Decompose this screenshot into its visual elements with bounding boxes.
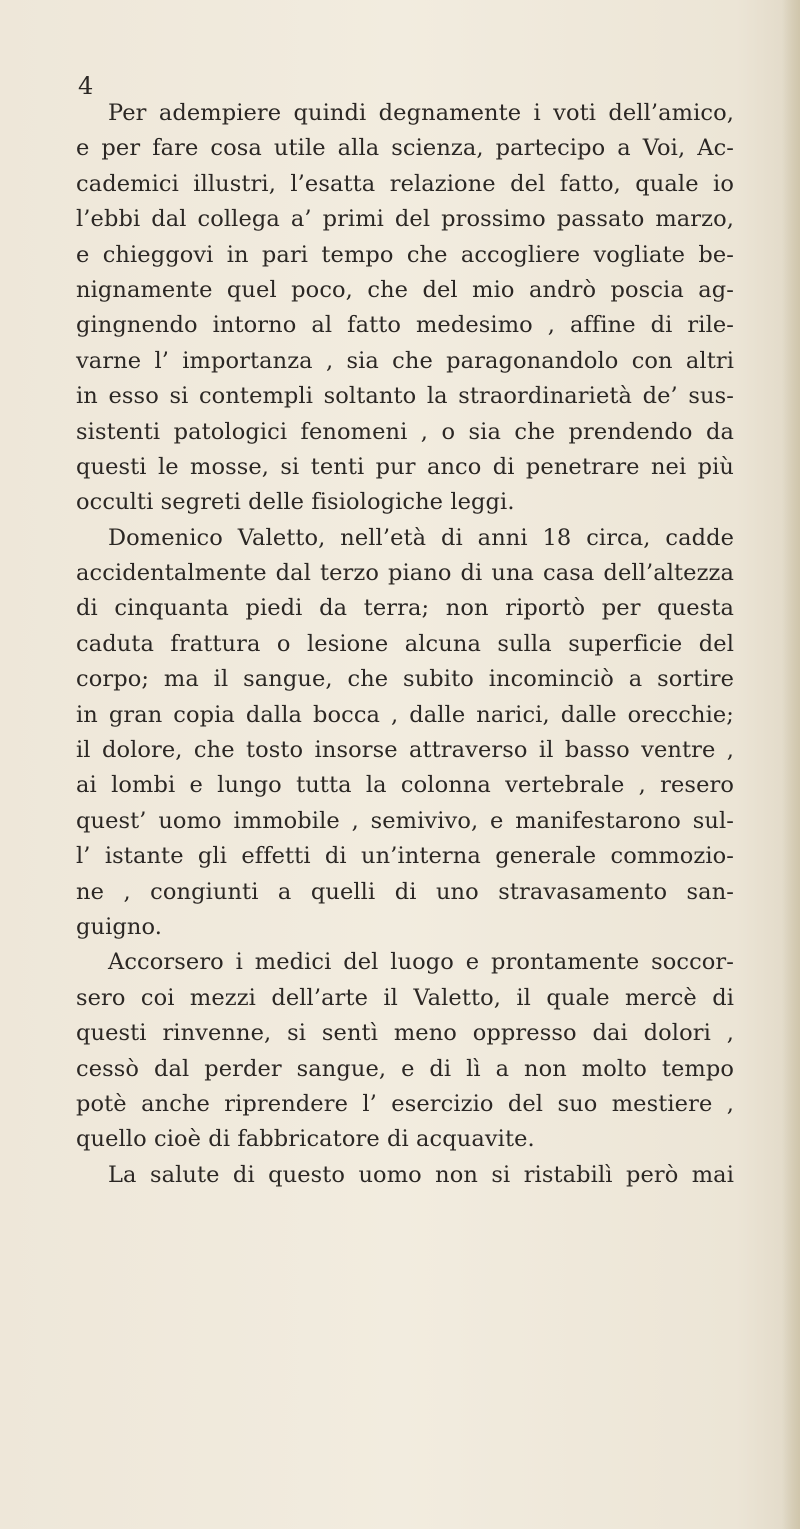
text-line: corpo; ma il sangue, che subito incominciò a sortire [76,666,734,693]
text-line: e per fare cosa utile alla scienza, partecipo a Voi, Ac- [76,135,734,162]
text-line: potè anche riprendere l’ esercizio del suo mestiere , [76,1090,734,1117]
text-line: ne , congiunti a quelli di uno stravasamento san- [76,878,734,905]
text-line: nignamente quel poco, che del mio andrò poscia ag- [76,276,734,303]
text-line: ai lombi e lungo tutta la colonna vertebrale , resero [76,772,734,799]
text-line: in gran copia dalla bocca , dalle narici, dalle orecchie; [76,701,734,728]
text-line: questi rinvenne, si sentì meno oppresso dai dolori , [76,1020,734,1047]
body-text [76,96,734,1193]
page-edge-shadow [782,0,800,1529]
text-line: occulti segreti delle fisiologiche leggi. [76,489,515,516]
text-line: questi le mosse, si tenti pur anco di penetrare nei più [76,453,734,480]
text-line: accidentalmente dal terzo piano di una casa dell’altezza [76,560,734,587]
text-line: e chieggovi in pari tempo che accogliere vogliate be- [76,241,734,268]
text-line: l’ebbi dal collega a’ primi del prossimo passato marzo, [76,206,734,233]
text-line: sistenti patologici fenomeni , o sia che prendendo da [76,418,734,445]
text-line: di cinquanta piedi da terra; non riportò per questa [76,595,734,622]
text-line: gingnendo intorno al fatto medesimo , affine di rile- [76,312,734,339]
text-line: sero coi mezzi dell’arte il Valetto, il quale mercè di [76,984,734,1011]
text-line: Domenico Valetto, nell’età di anni 18 circa, cadde [108,524,734,551]
text-line: cademici illustri, l’esatta relazione del fatto, quale io [76,170,734,197]
text-line: Per adempiere quindi degnamente i voti dell’amico, [108,100,734,126]
page-number: 4 [78,72,94,100]
text-line: La salute di questo uomo non si ristabilì però mai [108,1161,734,1188]
text-line: quest’ uomo immobile , semivivo, e manifestarono sul- [76,807,734,834]
text-line: caduta frattura o lesione alcuna sulla superficie del [76,630,734,657]
text-line: guigno. [76,913,162,940]
text-line: cessò dal perder sangue, e di lì a non molto tempo [76,1055,734,1082]
text-line: il dolore, che tosto insorse attraverso il basso ventre , [76,737,734,764]
text-line: l’ istante gli effetti di un’interna generale commozio- [76,843,734,870]
text-line: in esso si contempli soltanto la straordinarietà de’ sus- [76,383,734,410]
text-line: quello cioè di fabbricatore di acquavite. [76,1126,535,1153]
text-line: Accorsero i medici del luogo e prontamente soccor- [108,949,734,976]
text-line: varne l’ importanza , sia che paragonandolo con altri [76,347,734,374]
